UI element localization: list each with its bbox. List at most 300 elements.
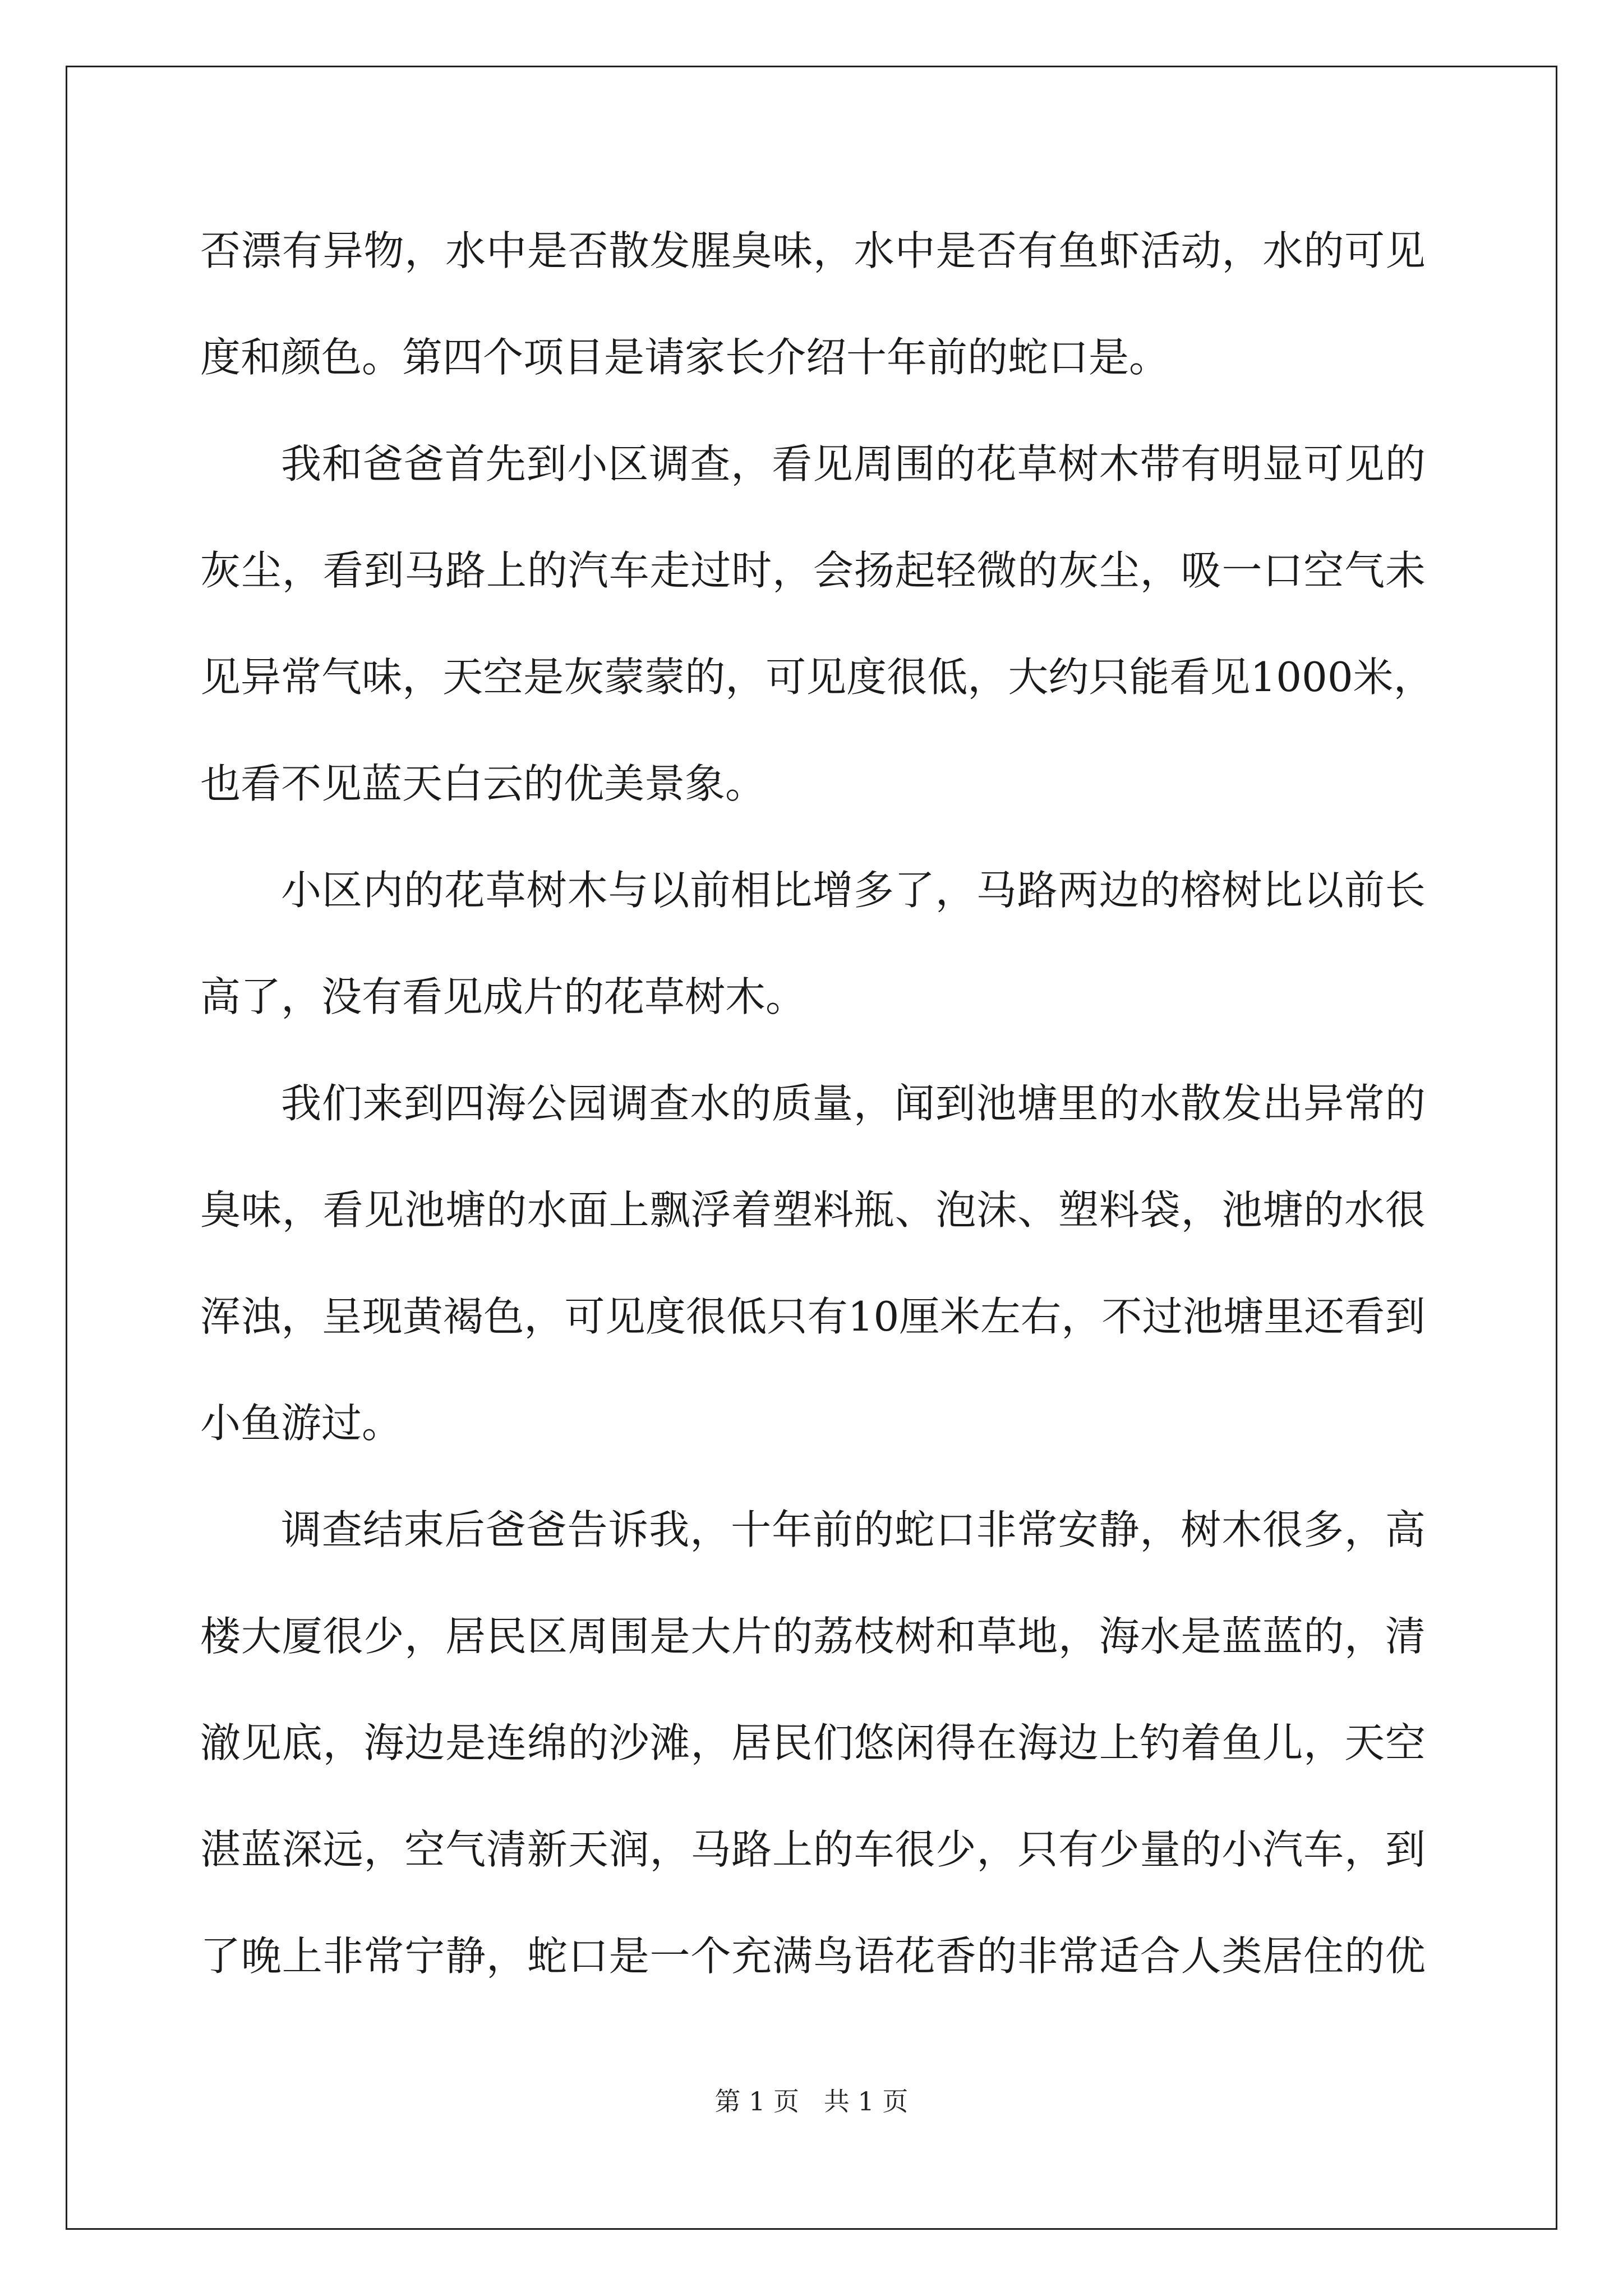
glyph: 水 [1140, 1080, 1181, 1127]
glyph: 闻 [894, 1080, 935, 1127]
glyph: 的 [1303, 1186, 1344, 1234]
glyph: 静 [445, 1932, 486, 1980]
glyph: 的 [772, 1613, 813, 1660]
glyph: 到 [935, 1080, 976, 1127]
glyph: 上 [486, 547, 527, 594]
glyph: 现 [362, 1293, 403, 1340]
glyph: 塘 [1262, 1186, 1303, 1234]
glyph: 居 [1262, 1932, 1303, 1980]
glyph: 塘 [1223, 1293, 1264, 1340]
glyph: 树 [895, 1613, 935, 1660]
glyph: 们 [321, 1080, 362, 1127]
paragraph-line [200, 1168, 1426, 1274]
glyph: 周 [568, 1613, 608, 1660]
glyph: 只 [1089, 654, 1129, 701]
glyph: 异 [322, 227, 363, 274]
glyph: 优 [1385, 1932, 1426, 1980]
glyph: ， [404, 1613, 445, 1660]
glyph: 上 [772, 1826, 813, 1873]
glyph: 调 [608, 1080, 649, 1127]
glyph: 是 [527, 227, 568, 274]
glyph: 前 [812, 1506, 853, 1553]
glyph: 海 [363, 1719, 404, 1766]
glyph: 围 [608, 1613, 649, 1660]
glyph: 口 [568, 1932, 608, 1980]
glyph: 车 [1303, 1826, 1344, 1873]
glyph: 一 [1221, 547, 1262, 594]
glyph: 调 [281, 1506, 322, 1553]
glyph: 连 [486, 1719, 527, 1766]
glyph: 里 [1058, 1080, 1099, 1127]
glyph: 的 [685, 654, 726, 701]
glyph: ， [404, 227, 445, 274]
glyph: 可 [766, 654, 806, 701]
glyph: 口 [935, 1506, 976, 1553]
glyph: 小 [281, 867, 322, 914]
glyph: 味 [241, 1186, 282, 1234]
glyph: 褐 [443, 1293, 484, 1340]
glyph: 色 [483, 1293, 524, 1340]
glyph: 水 [690, 1080, 731, 1127]
glyph: 水 [527, 1186, 568, 1234]
glyph: 花 [895, 1932, 935, 1980]
glyph: ， [1344, 1613, 1385, 1660]
glyph: 蛇 [894, 1506, 935, 1553]
glyph: 两 [1058, 867, 1099, 914]
glyph: 的 [1181, 1826, 1221, 1873]
glyph: 查 [321, 1506, 362, 1553]
glyph: 味 [362, 654, 403, 701]
glyph: 发 [1221, 1080, 1262, 1127]
glyph: ， [1303, 1719, 1344, 1766]
glyph: 蓝 [1262, 1613, 1303, 1660]
glyph: 常 [1058, 1932, 1099, 1980]
glyph: 带 [1140, 440, 1181, 487]
glyph: 空 [1303, 547, 1344, 594]
glyph: 非 [1017, 1932, 1058, 1980]
glyph: 非 [322, 1932, 363, 1980]
glyph: 见 [1344, 440, 1385, 487]
glyph: 味 [772, 227, 813, 274]
glyph: 常 [1344, 1080, 1385, 1127]
glyph: 民 [772, 1719, 813, 1766]
glyph: 未 [1385, 547, 1426, 594]
glyph: 车 [608, 547, 649, 594]
glyph: 的 [1140, 867, 1181, 914]
glyph: 散 [608, 227, 649, 274]
glyph: ， [1061, 1293, 1102, 1340]
glyph: 清 [486, 1826, 527, 1873]
glyph: 前 [690, 867, 731, 914]
glyph: 上 [282, 1932, 322, 1980]
glyph: 路 [1017, 867, 1058, 914]
glyph: 边 [404, 1719, 445, 1766]
glyph: 浮 [690, 1186, 731, 1234]
glyph: 很 [895, 1826, 935, 1873]
glyph: 区 [608, 440, 649, 487]
glyph: 看 [322, 547, 363, 594]
glyph: 很 [887, 654, 928, 701]
glyph: 闲 [895, 1719, 935, 1766]
glyph: 厦 [282, 1613, 322, 1660]
glyph: 爸 [362, 440, 403, 487]
glyph: 见 [363, 1186, 404, 1234]
paragraph-line: 度和颜色。第四个项目是请家长介绍十年前的蛇口是。 [200, 334, 1170, 381]
glyph: 个 [690, 1932, 731, 1980]
glyph: ， [322, 1719, 363, 1766]
glyph: ， [813, 227, 854, 274]
glyph: 是 [523, 654, 564, 701]
glyph: 显 [1262, 440, 1303, 487]
glyph: 草 [485, 867, 526, 914]
glyph: 臭 [731, 227, 772, 274]
glyph: ， [402, 654, 443, 701]
glyph: 见 [605, 1293, 645, 1340]
glyph: 安 [1058, 1506, 1099, 1553]
glyph: 见 [812, 440, 853, 487]
glyph: ， [1140, 1506, 1181, 1553]
glyph: 发 [649, 227, 690, 274]
glyph: 黄 [402, 1293, 443, 1340]
glyph: 汽 [1262, 1826, 1303, 1873]
glyph: 到 [1385, 1826, 1426, 1873]
glyph: 常 [1017, 1506, 1058, 1553]
glyph: 中 [895, 227, 935, 274]
glyph: 晚 [241, 1932, 282, 1980]
glyph: 过 [690, 547, 731, 594]
glyph: 少 [363, 1613, 404, 1660]
glyph: 束 [403, 1506, 444, 1553]
glyph: 池 [404, 1186, 445, 1234]
page-footer: 第 1 页 共 1 页 [714, 2086, 909, 2116]
glyph: 尘 [241, 547, 282, 594]
glyph: 蛇 [527, 1932, 568, 1980]
glyph: 高 [1385, 1506, 1426, 1553]
glyph: 右 [1021, 1293, 1062, 1340]
glyph: 边 [1099, 867, 1140, 914]
glyph: 虾 [1099, 227, 1140, 274]
glyph: 的 [1099, 1080, 1140, 1127]
glyph: 动 [1181, 227, 1221, 274]
glyph: 首 [444, 440, 485, 487]
glyph: 约 [1048, 654, 1089, 701]
glyph: 沙 [608, 1719, 649, 1766]
glyph: 量 [812, 1080, 853, 1127]
glyph: 飘 [649, 1186, 690, 1234]
glyph: 可 [564, 1293, 605, 1340]
glyph: 的 [486, 1186, 527, 1234]
glyph: 轻 [935, 547, 976, 594]
document-body [200, 209, 1434, 2021]
glyph: 儿 [1262, 1719, 1303, 1766]
glyph: 前 [1344, 867, 1385, 914]
glyph: 异 [1303, 1080, 1344, 1127]
glyph: 了 [200, 1932, 241, 1980]
glyph: ， [772, 547, 813, 594]
glyph: 鸟 [813, 1932, 854, 1980]
paragraph-line [200, 422, 1426, 528]
glyph: 先 [485, 440, 526, 487]
glyph: 居 [445, 1613, 486, 1660]
glyph: 浊 [241, 1293, 282, 1340]
glyph: ， [967, 654, 1008, 701]
glyph: 的 [568, 1719, 608, 1766]
glyph: 米 [939, 1293, 980, 1340]
glyph: 见 [241, 1719, 282, 1766]
glyph: 水 [445, 227, 486, 274]
glyph: 料 [1099, 1186, 1140, 1234]
glyph: 的 [527, 547, 568, 594]
glyph: 鱼 [1221, 1719, 1262, 1766]
glyph: 树 [526, 867, 567, 914]
glyph: 远 [322, 1826, 363, 1873]
glyph: 区 [527, 1613, 568, 1660]
glyph: 瓶 [854, 1186, 895, 1234]
glyph: ， [1344, 1506, 1385, 1553]
glyph: 湛 [200, 1826, 241, 1873]
glyph: 常 [281, 654, 322, 701]
glyph: 后 [444, 1506, 485, 1553]
glyph: 我 [649, 1506, 690, 1553]
glyph: ， [282, 547, 322, 594]
glyph: 塘 [445, 1186, 486, 1234]
glyph: 马 [690, 1826, 731, 1873]
glyph: 海 [1099, 1613, 1140, 1660]
glyph: 少 [1099, 1826, 1140, 1873]
glyph: 度 [645, 1293, 686, 1340]
glyph: 大 [1008, 654, 1049, 701]
glyph: 树 [1221, 867, 1262, 914]
glyph: 浑 [200, 1293, 241, 1340]
glyph: 扬 [854, 547, 895, 594]
glyph: ， [935, 867, 976, 914]
glyph: 呈 [321, 1293, 362, 1340]
glyph: 看 [772, 440, 813, 487]
glyph: 米 [1353, 654, 1394, 701]
glyph: 路 [445, 547, 486, 594]
paragraph-line [200, 1274, 1426, 1381]
glyph: 边 [1058, 1719, 1099, 1766]
glyph: 到 [526, 440, 567, 487]
glyph: 有 [282, 227, 322, 274]
glyph: 气 [1344, 547, 1385, 594]
glyph: 是 [608, 1932, 649, 1980]
glyph: 是 [445, 1719, 486, 1766]
glyph: 的 [935, 440, 976, 487]
glyph: 围 [894, 440, 935, 487]
glyph: 底 [282, 1719, 322, 1766]
glyph: 过 [1142, 1293, 1183, 1340]
paragraph-line [200, 1061, 1426, 1168]
glyph: 小 [567, 440, 608, 487]
glyph: 绵 [527, 1719, 568, 1766]
glyph: 只 [767, 1293, 808, 1340]
paragraph-line [200, 1488, 1426, 1594]
glyph: 灰 [564, 654, 605, 701]
glyph: 时 [731, 547, 772, 594]
glyph: 池 [1182, 1293, 1223, 1340]
glyph: 楼 [200, 1613, 241, 1660]
glyph: 空 [1385, 1719, 1426, 1766]
glyph: ， [1181, 1186, 1221, 1234]
glyph: 的 [1303, 1613, 1344, 1660]
glyph: 钓 [1140, 1719, 1181, 1766]
glyph: 见 [1210, 654, 1251, 701]
glyph: 塑 [1058, 1186, 1099, 1234]
glyph: 居 [731, 1719, 772, 1766]
glyph: 见 [1385, 227, 1426, 274]
glyph: 我 [281, 440, 322, 487]
paragraph-line [200, 1701, 1426, 1807]
glyph: 悠 [854, 1719, 895, 1766]
glyph: 是 [1181, 1613, 1221, 1660]
glyph: 一 [649, 1932, 690, 1980]
glyph: 长 [1385, 867, 1426, 914]
glyph: 常 [363, 1932, 404, 1980]
glyph: 和 [935, 1613, 976, 1660]
glyph: 沫 [976, 1186, 1017, 1234]
glyph: 诉 [608, 1506, 649, 1553]
glyph: 和 [321, 440, 362, 487]
glyph: 鱼 [1058, 227, 1099, 274]
glyph: 宁 [404, 1932, 445, 1980]
glyph: 见 [200, 654, 241, 701]
glyph: 蓝 [1221, 1613, 1262, 1660]
glyph: 水 [1262, 227, 1303, 274]
glyph: 否 [568, 227, 608, 274]
glyph: 得 [935, 1719, 976, 1766]
glyph: 蒙 [644, 654, 685, 701]
glyph: 里 [1264, 1293, 1304, 1340]
glyph: 上 [608, 1186, 649, 1234]
paragraph-line [200, 1807, 1426, 1914]
glyph: 否 [200, 227, 241, 274]
glyph: 、 [1017, 1186, 1058, 1234]
glyph: 有 [1058, 1826, 1099, 1873]
glyph: 水 [1344, 1186, 1385, 1234]
glyph: 空 [483, 654, 524, 701]
glyph: 调 [649, 440, 690, 487]
glyph: 结 [362, 1506, 403, 1553]
glyph: 的 [813, 1826, 854, 1873]
glyph: 空 [404, 1826, 445, 1873]
glyph: ， [282, 1186, 322, 1234]
glyph: ， [690, 1506, 731, 1553]
glyph: 汽 [568, 547, 608, 594]
glyph: 马 [976, 867, 1017, 914]
glyph: 起 [895, 547, 935, 594]
glyph: 滩 [649, 1719, 690, 1766]
glyph: 地 [1017, 1613, 1058, 1660]
glyph: 池 [976, 1080, 1017, 1127]
glyph: 草 [976, 1613, 1017, 1660]
glyph: ， [725, 654, 766, 701]
glyph: ， [649, 1826, 690, 1873]
glyph: 塘 [1017, 1080, 1058, 1127]
glyph: 马 [404, 547, 445, 594]
glyph: 低 [726, 1293, 767, 1340]
glyph: 非 [976, 1506, 1017, 1553]
glyph: 小 [1221, 1826, 1262, 1873]
glyph: 可 [1303, 440, 1344, 487]
glyph: 清 [1385, 1613, 1426, 1660]
glyph: 漂 [241, 227, 282, 274]
glyph: 气 [321, 654, 362, 701]
glyph: 左 [980, 1293, 1021, 1340]
glyph: 深 [282, 1826, 322, 1873]
glyph: ， [731, 440, 772, 487]
glyph: 人 [1181, 1932, 1221, 1980]
glyph: 住 [1303, 1932, 1344, 1980]
glyph: 告 [567, 1506, 608, 1553]
glyph: 明 [1221, 440, 1262, 487]
glyph: 天 [1344, 1719, 1385, 1766]
glyph: 低 [927, 654, 968, 701]
glyph: 有 [807, 1293, 848, 1340]
glyph: 内 [362, 867, 403, 914]
glyph: 年 [772, 1506, 813, 1553]
glyph: 以 [649, 867, 690, 914]
glyph: 是 [649, 1613, 690, 1660]
glyph: 上 [1099, 1719, 1140, 1766]
glyph: 池 [1221, 1186, 1262, 1234]
glyph: 海 [485, 1080, 526, 1127]
glyph: 木 [567, 867, 608, 914]
glyph: 花 [444, 867, 485, 914]
glyph: 的 [1303, 227, 1344, 274]
glyph: 区 [321, 867, 362, 914]
glyph: 水 [854, 227, 895, 274]
glyph: ， [1058, 1613, 1099, 1660]
glyph: 大 [690, 1613, 731, 1660]
glyph: 臭 [200, 1186, 241, 1234]
glyph: ， [486, 1932, 527, 1980]
glyph: 公 [526, 1080, 567, 1127]
glyph: 爸 [485, 1506, 526, 1553]
glyph: 多 [1303, 1506, 1344, 1553]
glyph: 与 [608, 867, 649, 914]
glyph: 口 [1262, 547, 1303, 594]
glyph: ， [281, 1293, 322, 1340]
glyph: 的 [853, 1506, 894, 1553]
paragraph-line [200, 209, 1426, 315]
glyph: 着 [731, 1186, 772, 1234]
glyph: 海 [1017, 1719, 1058, 1766]
glyph: 蓝 [241, 1826, 282, 1873]
glyph: 荔 [813, 1613, 854, 1660]
paragraph-line [200, 1594, 1426, 1701]
glyph: 可 [1344, 227, 1385, 274]
glyph: 异 [241, 654, 282, 701]
glyph: 树 [1181, 1506, 1221, 1553]
glyph: 大 [241, 1613, 282, 1660]
glyph: 量 [1140, 1826, 1181, 1873]
glyph: 了 [894, 867, 935, 914]
paragraph-line [200, 528, 1426, 635]
glyph: 着 [1181, 1719, 1221, 1766]
glyph: 适 [1099, 1932, 1140, 1980]
glyph: 是 [935, 227, 976, 274]
glyph: 看 [1344, 1293, 1385, 1340]
glyph: 只 [1017, 1826, 1058, 1873]
glyph: 查 [690, 440, 731, 487]
glyph: 花 [976, 440, 1017, 487]
glyph: 比 [1262, 867, 1303, 914]
glyph: 蒙 [604, 654, 645, 701]
glyph: 的 [731, 1080, 772, 1127]
glyph: 路 [731, 1826, 772, 1873]
glyph: 类 [1221, 1932, 1262, 1980]
